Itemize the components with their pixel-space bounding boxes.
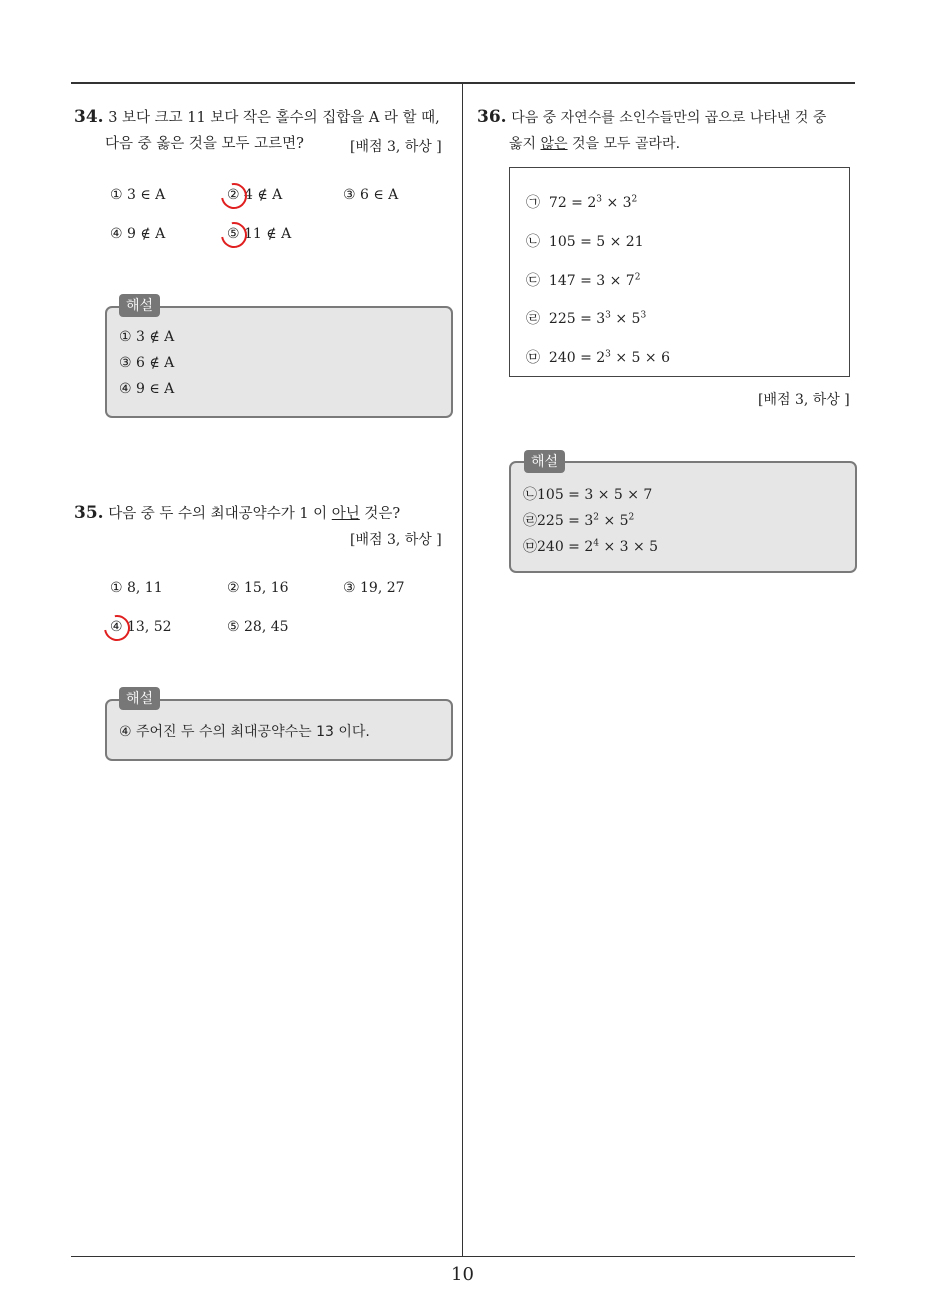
statement-item[interactable]: ㉡ 105 = 5 × 21 <box>526 234 644 250</box>
solution-tab: 해설 <box>119 687 160 710</box>
column-divider <box>462 83 463 1257</box>
solution-line-3: ④ 9 ∈ A <box>119 381 175 397</box>
question-text-a: 옳지 <box>509 136 541 152</box>
question-number: 36. <box>477 107 507 127</box>
question-number: 35. <box>74 503 104 523</box>
choice-3[interactable]: ③ 19, 27 <box>343 580 405 596</box>
statement-item[interactable]: ㉠ $72 = 2^3 \times 3^2$ <box>526 194 638 211</box>
top-rule <box>71 82 855 84</box>
solution-line-1: ④ 주어진 두 수의 최대공약수는 13 이다. <box>119 724 370 740</box>
question-text-line1: 다음 중 자연수를 소인수들만의 곱으로 나타낸 것 중 <box>511 110 827 126</box>
question-text-line1: 3 보다 크고 11 보다 작은 홀수의 집합을 A 라 할 때, <box>108 110 440 126</box>
answer-mark-icon <box>216 217 252 253</box>
answer-mark-icon <box>99 610 135 646</box>
score-label: [배점 3, 하상 ] <box>350 139 442 155</box>
question-text-a: 다음 중 두 수의 최대공약수가 1 이 <box>108 506 332 522</box>
bottom-rule <box>71 1256 855 1257</box>
solution-line-1: ① 3 ∉ A <box>119 329 175 345</box>
choice-2[interactable]: ② 4 ∉ A <box>227 187 283 203</box>
solution-line-2: ③ 6 ∉ A <box>119 355 175 371</box>
answer-mark-icon <box>216 178 252 214</box>
choice-5[interactable]: ⑤ 28, 45 <box>227 619 289 635</box>
solution-tab: 해설 <box>119 294 160 317</box>
solution-line-1: ㉡105 = 3 × 5 × 7 <box>523 487 653 503</box>
choice-1[interactable]: ① 3 ∈ A <box>110 187 166 203</box>
choice-2[interactable]: ② 15, 16 <box>227 580 289 596</box>
statement-item[interactable]: ㉢ $147 = 3 \times 7^2$ <box>526 272 641 289</box>
statement-item[interactable]: ㉣ $225 = 3^3 \times 5^3$ <box>526 310 647 327</box>
page-number: 10 <box>451 1264 474 1285</box>
choice-5[interactable]: ⑤ 11 ∉ A <box>227 226 292 242</box>
choice-4[interactable]: ④ 13, 52 <box>110 619 172 635</box>
solution-tab: 해설 <box>524 450 565 473</box>
choice-4[interactable]: ④ 9 ∉ A <box>110 226 166 242</box>
question-text-line2: 다음 중 옳은 것을 모두 고르면? <box>105 136 304 152</box>
question-text-b: 것은? <box>359 506 401 522</box>
solution-line-2: ㉣225 = $3^2 \times 5^2$ <box>523 512 635 529</box>
question-text-underlined: 않은 <box>540 136 568 152</box>
choice-1[interactable]: ① 8, 11 <box>110 580 163 596</box>
score-label: [배점 3, 하상 ] <box>758 392 850 408</box>
statement-item[interactable]: ㉤ $240 = 2^3 \times 5 \times 6$ <box>526 349 670 366</box>
question-text-underlined: 아닌 <box>331 506 360 522</box>
question-number: 34. <box>74 107 104 127</box>
score-label: [배점 3, 하상 ] <box>350 532 442 548</box>
choice-3[interactable]: ③ 6 ∈ A <box>343 187 399 203</box>
solution-line-3: ㉤240 = $2^4 \times 3 \times 5$ <box>523 538 659 555</box>
question-text-b: 것을 모두 골라라. <box>567 136 681 152</box>
